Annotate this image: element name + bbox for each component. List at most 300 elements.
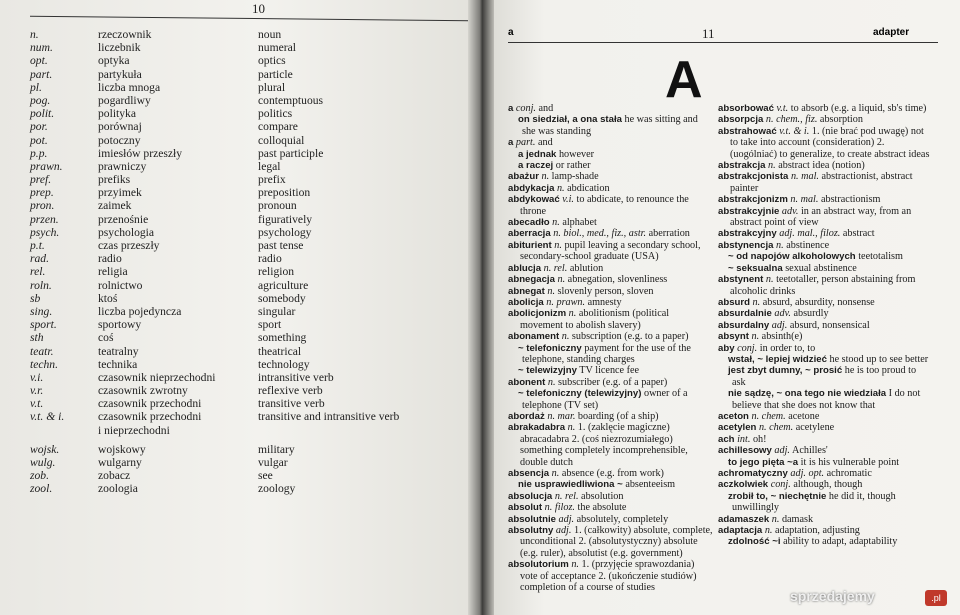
definition: although, though: [793, 479, 863, 491]
dictionary-entry: [718, 411, 930, 422]
dictionary-entry: [508, 468, 713, 479]
headword: achromatyczny: [718, 468, 788, 479]
english-meaning: past tense: [258, 239, 304, 252]
grammar-label: adj.: [774, 445, 790, 457]
dictionary-entry: [718, 331, 930, 342]
sub-entry: [718, 457, 930, 468]
dictionary-entry: [718, 343, 930, 354]
abbreviation-row: [0, 482, 475, 495]
polish-meaning: teatralny: [98, 344, 139, 358]
sub-entry: [508, 149, 713, 160]
sub-entry: [508, 114, 713, 137]
dictionary-entry: [508, 194, 713, 217]
headword: abstrahować: [718, 125, 777, 137]
abbreviation: sb: [30, 291, 41, 305]
abbreviation: sth: [30, 331, 44, 345]
grammar-label: v.t. & i.: [779, 125, 810, 137]
abbreviation-row: [0, 318, 475, 331]
definition: in order to, to: [759, 342, 816, 354]
abbreviation: n.: [30, 28, 39, 41]
definition: absolutely, completely: [576, 513, 669, 525]
headword: abnegat: [508, 285, 545, 297]
definition: adaptation, adjusting: [775, 525, 860, 537]
abbreviation: prawn.: [30, 159, 63, 173]
polish-meaning: technika: [98, 357, 138, 371]
definition: sexual abstinence: [785, 262, 857, 274]
grammar-label: adv.: [774, 308, 791, 320]
dictionary-entry: [718, 103, 930, 114]
english-meaning: somebody: [258, 291, 306, 305]
abbreviation-row: [0, 397, 475, 410]
headword: absurdalnie: [718, 308, 772, 320]
definition: acetylene: [795, 422, 835, 434]
sub-entry: [718, 388, 930, 411]
definition: abstractionism: [820, 194, 881, 206]
definition: abstract: [842, 228, 875, 240]
grammar-label: n. biol., med., fiz., astr.: [553, 228, 647, 240]
polish-meaning: prawniczy: [98, 159, 147, 173]
headword: acetylen: [718, 422, 757, 434]
english-meaning: military: [258, 442, 295, 456]
running-head-last: adapter: [873, 27, 910, 38]
grammar-label: n. mar.: [547, 410, 576, 422]
definition: oh!: [752, 433, 767, 445]
grammar-label: n.: [556, 182, 565, 194]
definition: abstract idea (notion): [778, 160, 865, 172]
headword: a raczej: [518, 160, 554, 172]
dictionary-entry: [718, 194, 930, 205]
polish-meaning: zaimek: [98, 199, 132, 213]
grammar-label: n.: [551, 468, 560, 479]
polish-meaning: czasownik zwrotny: [98, 384, 188, 398]
definition: 1. (zaklęcie magiczne) abracadabra 2. (coś niezrozumiałego) something completely incomprehensible, double dutch: [520, 422, 688, 468]
definition: TV licence fee: [579, 365, 640, 377]
headword: abolicja: [508, 296, 544, 308]
sub-entry: [718, 251, 930, 262]
grammar-label: n.: [541, 171, 550, 183]
dictionary-entry: [508, 525, 713, 559]
polish-meaning: polityka: [98, 107, 136, 121]
definition: abstinence: [786, 239, 830, 251]
abbreviation-row: [0, 226, 475, 239]
grammar-label: n. mal.: [790, 194, 819, 206]
headword: ach: [718, 433, 735, 445]
definition: 1. (całkowity) absolute, complete, unconditional 2. (absolutystyczny) absolute (e.g. ruler), absolutist (e.g. government): [520, 525, 713, 559]
abbreviation-row: [0, 147, 475, 160]
abbreviation-row: [0, 173, 475, 186]
polish-meaning: imiesłów przeszły: [98, 146, 183, 160]
abbreviation-list: [0, 28, 475, 496]
abbreviation: v.t.: [30, 397, 44, 411]
english-meaning: transitive and intransitive verb: [258, 410, 400, 424]
dictionary-entry: [718, 468, 930, 479]
english-meaning: psychology: [258, 225, 312, 239]
headword: abrakadabra: [508, 422, 566, 434]
abbreviation-row: [0, 265, 475, 278]
definition: teetotalism: [858, 251, 903, 263]
definition: slovenly person, sloven: [557, 285, 654, 297]
abbreviation: v.t. & i.: [30, 410, 65, 424]
dictionary-entry: [718, 206, 930, 229]
sub-entry: [718, 365, 930, 388]
english-meaning: religion: [258, 265, 295, 279]
left-page: [0, 0, 475, 615]
definition: subscription (e.g. to a paper): [571, 331, 689, 343]
dictionary-entry: [508, 331, 713, 342]
polish-meaning: pogardliwy: [98, 93, 151, 107]
english-meaning: past participle: [258, 146, 324, 160]
headword: absencja: [508, 468, 550, 479]
dictionary-entry: [508, 274, 713, 285]
polish-meaning: czasownik przechodni: [98, 410, 202, 424]
definition: he stood up to see better: [829, 353, 929, 365]
abbreviation-row: [0, 384, 475, 397]
headword: absolutny: [508, 525, 554, 537]
header-rule-left: [30, 16, 470, 22]
abbreviation: p.p.: [30, 146, 48, 160]
definition: achromatic: [826, 468, 872, 479]
dictionary-entry: [508, 240, 713, 263]
abbreviation-row: [0, 186, 475, 199]
grammar-label: n.: [751, 331, 760, 343]
english-meaning: noun: [258, 28, 282, 41]
definition: absolution: [581, 490, 624, 502]
grammar-label: n.: [547, 376, 556, 388]
english-meaning: preposition: [258, 186, 311, 200]
dictionary-entry: [718, 445, 930, 456]
dictionary-entry: [508, 377, 713, 388]
polish-meaning: rolnictwo: [98, 278, 143, 292]
page-number-left: 10: [252, 1, 265, 16]
english-meaning: technology: [258, 357, 310, 371]
dictionary-entry: [508, 217, 713, 228]
grammar-label: adj.: [555, 525, 572, 537]
grammar-label: n.: [547, 285, 555, 297]
grammar-label: n.: [752, 296, 761, 308]
english-meaning: colloquial: [258, 133, 305, 147]
abbreviation-row: [0, 239, 475, 252]
grammar-label: n.: [768, 160, 776, 172]
polish-meaning: zobacz: [98, 469, 131, 483]
headword: abstrakcyjnie: [718, 205, 780, 217]
definition: absenteeism: [625, 479, 676, 491]
sub-entry: [508, 365, 713, 376]
grammar-label: adj. mal., filoz.: [779, 228, 841, 240]
definition: abdication: [567, 182, 610, 194]
dictionary-entry: [718, 240, 930, 251]
definition: owner of a telephone (TV set): [522, 388, 688, 411]
headword: ~ seksualna: [728, 262, 783, 274]
abbreviation-row: [0, 28, 475, 41]
sub-entry: [508, 160, 713, 171]
headword: abstynencja: [718, 239, 774, 251]
definition: alphabet: [562, 217, 597, 229]
grammar-label: v.i.: [562, 194, 574, 206]
definition: absurd, absurdity, nonsense: [762, 296, 875, 308]
headword: ~ telewizyjny: [518, 365, 577, 377]
definition: Achilles': [791, 445, 828, 457]
definition: abstractionist, abstract painter: [730, 171, 913, 194]
abbreviation: przen.: [30, 212, 59, 226]
headword: nie usprawiedliwiona ~: [518, 479, 623, 491]
definition: absence (e.g. from work): [561, 468, 664, 479]
dictionary-entry: [718, 422, 930, 433]
sub-entry: [718, 263, 930, 274]
headword: adamaszek: [718, 513, 770, 525]
polish-meaning: ktoś: [98, 291, 118, 305]
headword: abstrakcyjny: [718, 228, 777, 240]
grammar-label: adj.: [771, 319, 788, 331]
abbreviation: opt.: [30, 54, 48, 68]
english-meaning: vulgar: [258, 456, 288, 469]
section-letter: A: [665, 51, 703, 109]
headword: a: [508, 103, 514, 114]
abbreviation-row: [0, 279, 475, 292]
grammar-label: adj. opt.: [790, 468, 825, 479]
abbreviation: prep.: [30, 186, 54, 200]
english-meaning: prefix: [258, 173, 286, 187]
abbreviation-row: [0, 68, 475, 81]
dictionary-entry: [508, 103, 713, 114]
abbreviation: rel.: [30, 265, 46, 279]
english-meaning: sport: [258, 318, 282, 332]
headword: absorpcja: [718, 114, 764, 126]
definition: absorption: [819, 114, 863, 126]
grammar-label: adv.: [781, 205, 799, 217]
abbreviation-row: [0, 160, 475, 173]
definition: absinth(e): [761, 331, 803, 343]
abbreviation: num.: [30, 41, 53, 55]
grammar-label: part.: [515, 137, 536, 149]
dictionary-entry: [718, 434, 930, 445]
grammar-label: n.: [571, 559, 579, 571]
dictionary-entry: [718, 297, 930, 308]
headword: abstrakcjonista: [718, 171, 789, 183]
abbreviation-row: [0, 331, 475, 344]
headword: absolut: [508, 502, 543, 514]
polish-meaning: liczba mnoga: [98, 80, 161, 94]
dictionary-entry: [508, 491, 713, 502]
english-meaning: radio: [258, 252, 282, 266]
definition: abnegation, slovenliness: [567, 274, 668, 286]
headword: abstynent: [718, 274, 764, 286]
definition: absurdly: [793, 308, 829, 320]
english-meaning: contemptuous: [258, 93, 324, 107]
abbreviation-row: [0, 213, 475, 226]
headword: ~ telefoniczny (telewizyjny): [518, 388, 642, 400]
headword: to jego pięta ~a: [728, 456, 799, 468]
polish-meaning: liczba pojedyncza: [98, 304, 182, 318]
polish-meaning: czasownik nieprzechodni: [98, 370, 216, 384]
definition: amnesty: [587, 296, 622, 308]
definition: I do not believe that she does not know that: [732, 388, 921, 411]
dictionary-entry: [718, 171, 930, 194]
grammar-label: n.: [561, 331, 570, 343]
dictionary-entry: [508, 502, 713, 513]
abbreviation: sport.: [30, 318, 57, 332]
definition: subscriber (e.g. of a paper): [558, 376, 668, 388]
dictionary-entry: [718, 320, 930, 331]
abbreviation-row: [0, 456, 475, 469]
definition: teetotaller, person abstaining from alcoholic drinks: [730, 274, 916, 297]
definition: aberration: [648, 228, 690, 240]
definition: pupil leaving a secondary school, secondary-school graduate (USA): [520, 239, 701, 263]
abbreviation: roln.: [30, 278, 52, 292]
grammar-label: n.: [557, 274, 566, 286]
definition: boarding (of a ship): [577, 410, 659, 422]
definition: abolitionism (political movement to abolish slavery): [520, 308, 670, 331]
definition: acetone: [788, 410, 820, 422]
polish-meaning: potoczny: [98, 133, 141, 147]
headword: aczkolwiek: [718, 479, 769, 491]
definition: the absolute: [577, 502, 627, 514]
dictionary-entry: [508, 171, 713, 182]
sub-entry: [718, 491, 930, 514]
headword: a: [508, 137, 514, 149]
headword: absurd: [718, 296, 750, 308]
headword: abecadło: [508, 217, 550, 229]
english-meaning: zoology: [258, 482, 296, 496]
english-meaning: transitive verb: [258, 397, 325, 411]
english-meaning: agriculture: [258, 278, 309, 292]
abbreviation-row: [0, 424, 475, 437]
definition: ablution: [569, 262, 604, 274]
headword: wstał, ~ lepiej widzieć: [728, 353, 827, 365]
dictionary-entry: [718, 126, 930, 160]
english-meaning: legal: [258, 159, 281, 173]
english-meaning: compare: [258, 120, 298, 134]
definition: payment for the use of the telephone, standing charges: [522, 342, 691, 365]
grammar-label: n. prawn.: [546, 296, 586, 308]
grammar-label: n. chem.: [758, 422, 794, 434]
headword: absurdalny: [718, 319, 770, 331]
polish-meaning: przyimek: [98, 186, 142, 200]
definition: absurd, nonsensical: [789, 319, 870, 331]
headword: jest zbyt dumny, ~ prosić: [728, 365, 843, 377]
sub-entry: [508, 479, 713, 490]
dictionary-entry: [508, 183, 713, 194]
headword: absolutorium: [508, 559, 569, 571]
definition: to absorb (e.g. a liquid, sb's time): [790, 103, 927, 114]
abbreviation-row: [0, 443, 475, 456]
sub-entry: [508, 388, 713, 411]
abbreviation: pog.: [30, 93, 51, 107]
dictionary-entry: [508, 286, 713, 297]
abbreviation-row: [0, 120, 475, 133]
dictionary-entry: [718, 228, 930, 239]
polish-meaning: porównaj: [98, 120, 142, 134]
definition: he did it, though unwillingly: [732, 490, 896, 514]
abbreviation-row: [0, 54, 475, 67]
english-meaning: see: [258, 469, 273, 483]
abbreviation: wojsk.: [30, 442, 60, 456]
grammar-label: n.: [764, 525, 773, 537]
headword: ~ od napojów alkoholowych: [728, 251, 856, 263]
headword: adaptacja: [718, 525, 763, 537]
abbreviation: wulg.: [30, 456, 56, 469]
header-rule-right: [508, 42, 938, 43]
polish-meaning: przenośnie: [98, 212, 149, 226]
polish-meaning: partykuła: [98, 67, 142, 81]
abbreviation: pref.: [30, 173, 52, 187]
abbreviation: v.i.: [30, 370, 44, 384]
grammar-label: n.: [567, 422, 576, 434]
grammar-label: int.: [737, 433, 751, 445]
definition: it is his vulnerable point: [800, 456, 900, 468]
definition: or rather: [555, 160, 591, 172]
sub-entry: [718, 354, 930, 365]
headword: aby: [718, 342, 735, 354]
abbreviation-row: [0, 469, 475, 482]
headword: abdykować: [508, 194, 560, 206]
book-gutter: [468, 0, 494, 615]
watermark: sprzedajemy: [790, 588, 875, 604]
headword: abnegacja: [508, 274, 555, 286]
headword: abstrakcja: [718, 160, 766, 172]
abbreviation-row: [0, 345, 475, 358]
headword: aceton: [718, 410, 749, 422]
dictionary-entry: [508, 228, 713, 239]
headword: abonent: [508, 376, 546, 388]
abbreviation-row: [0, 134, 475, 147]
abbreviation-row: [0, 358, 475, 371]
abbreviation-row: [0, 410, 475, 423]
english-meaning: intransitive verb: [258, 370, 334, 384]
abbreviation: pron.: [30, 199, 55, 213]
polish-meaning: i nieprzechodni: [98, 423, 170, 437]
grammar-label: n. chem.: [751, 410, 786, 422]
grammar-label: n.: [776, 239, 784, 251]
abbreviation: polit.: [30, 107, 55, 121]
headword: a jednak: [518, 148, 557, 160]
english-meaning: numeral: [258, 41, 296, 55]
headword: absolucja: [508, 490, 553, 502]
english-meaning: politics: [258, 107, 293, 121]
polish-meaning: religia: [98, 265, 128, 279]
definition: 1. (nie brać pod uwagę) not to take into account (consideration) 2. (uogólniać) to generalize, to create abstract ideas: [730, 125, 930, 160]
headword: abonament: [508, 331, 560, 343]
grammar-label: n.: [568, 308, 577, 320]
grammar-label: n.: [552, 217, 560, 229]
polish-meaning: czasownik przechodni: [98, 397, 202, 411]
definition: 1. (przyjęcie sprawozdania) vote of acceptance 2. (ukończenie studiów) completion of a course of studies: [520, 559, 697, 594]
abbreviation: por.: [30, 120, 48, 134]
polish-meaning: radio: [98, 252, 122, 266]
sub-entry: [508, 343, 713, 366]
dictionary-entry: [508, 263, 713, 274]
grammar-label: conj.: [737, 342, 758, 354]
abbreviation: p.t.: [30, 239, 45, 252]
polish-meaning: sportowy: [98, 318, 142, 332]
polish-meaning: prefiks: [98, 173, 131, 187]
english-meaning: pronoun: [258, 199, 297, 213]
dictionary-entry: [718, 114, 930, 125]
headword: ~ telefoniczny: [518, 342, 582, 354]
abbreviation: part.: [30, 67, 53, 81]
headword: ablucja: [508, 262, 542, 274]
polish-meaning: optyka: [98, 54, 130, 68]
grammar-label: n.: [771, 513, 780, 525]
definition: lamp-shade: [551, 171, 599, 183]
dictionary-entry: [718, 308, 930, 319]
english-meaning: plural: [258, 80, 286, 94]
dictionary-column-2: [718, 103, 930, 548]
definition: damask: [781, 513, 814, 525]
abbreviation: rad.: [30, 252, 50, 266]
dictionary-entry: [718, 514, 930, 525]
polish-meaning: psychologia: [98, 225, 155, 239]
definition: he was sitting and she was standing: [522, 114, 698, 137]
